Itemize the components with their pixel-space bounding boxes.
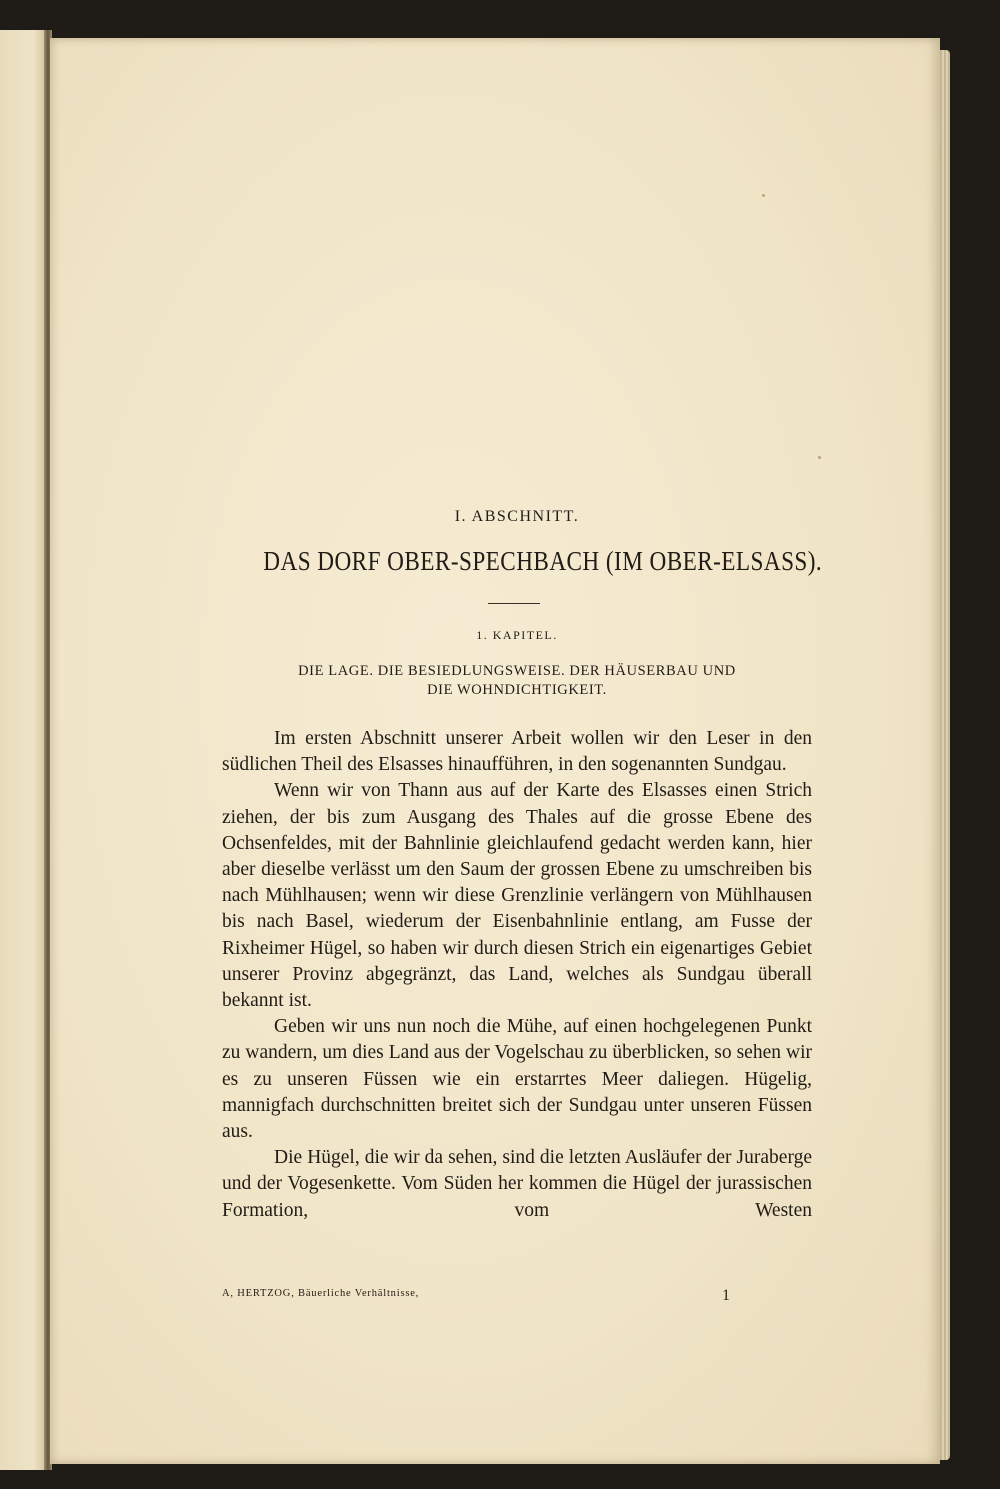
- subtitle-line-2: DIE WOHNDICHTIGKEIT.: [427, 682, 607, 698]
- paper-speck: [818, 456, 821, 459]
- left-page-edge: [0, 30, 48, 1470]
- section-heading: I. ABSCHNITT.: [454, 508, 580, 525]
- chapter-title: DAS DORF OBER-SPECHBACH (IM OBER-ELSASS).: [263, 546, 823, 576]
- paragraph-4: Die Hügel, die wir da sehen, sind die letzten Ausläufer der Juraberge und der Vogesenkette. Vom Süden her kommen die Hügel der jurassischen Formation, vom Westen: [222, 1147, 812, 1221]
- paragraph-2: Wenn wir von Thann aus auf der Karte des Elsasses einen Strich ziehen, der bis zum Ausgang des Thales auf die grosse Ebene des Ochsenfeldes, mit der Bahnlinie gleichlaufend gedacht werden kann, hier aber dieselbe verlässt um den Saum der grossen Ebene zu umschreiben bis nach Mühlhausen; wenn wir diese Grenzlinie verlängern von Mühlhausen bis nach Basel, wiederum der Eisenbahnlinie entlang, am Fusse der Rixheimer Hügel, so haben wir durch diesen Strich ein eigenartiges Gebiet unserer Provinz abgegränzt, das Land, welches als Sundgau überall bekannt ist.: [222, 780, 812, 1012]
- title-rule: [488, 603, 540, 604]
- paragraph-1: Im ersten Abschnitt unserer Arbeit wollen wir den Leser in den südlichen Theil des Elsasses hinaufführen, in den sogenannten Sundgau.: [222, 728, 812, 776]
- chapter-subtitle: [222, 662, 812, 700]
- signature-line: A, HERTZOG, Bäuerliche Verhältnisse,: [222, 1288, 420, 1299]
- paragraph-3: Geben wir uns nun noch die Mühe, auf einen hochgelegenen Punkt zu wandern, um dies Land aus der Vogelschau zu überblicken, so sehen wir es zu unseren Füssen wie ein erstarrtes Meer daliegen. Hügelig, mannigfach durchschnitten breitet sich der Sundgau unter unseren Füssen aus.: [222, 1016, 812, 1143]
- show-through-text: [180, 218, 840, 518]
- page-number: 1: [722, 1287, 730, 1304]
- paper-speck: [762, 194, 765, 197]
- kapitel-heading: 1. KAPITEL.: [476, 628, 558, 642]
- book-page: [50, 38, 940, 1464]
- body-text: [222, 726, 812, 1224]
- subtitle-line-1: DIE LAGE. DIE BESIEDLUNGSWEISE. DER HÄUSERBAU UND: [298, 663, 736, 679]
